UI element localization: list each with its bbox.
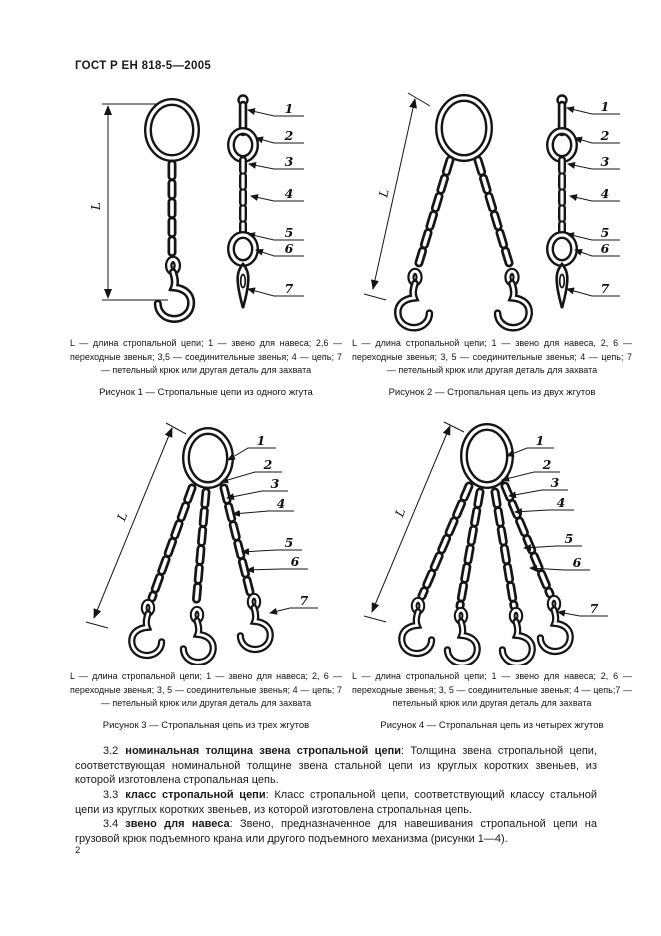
callout-number: 1 xyxy=(256,433,266,448)
callout-number: 3 xyxy=(600,154,610,169)
dimension-label: L xyxy=(114,510,131,523)
callout-number: 5 xyxy=(284,225,294,240)
definition-text: : Звено, предназначенное для навешивания стропальной цепи на грузовой крюк подъемного крана или другого подъемного механизма (рисунки 1—4). xyxy=(75,818,597,845)
clause-number: 3.3 xyxy=(103,788,119,801)
chain-leg xyxy=(224,488,250,592)
figure-2 xyxy=(352,84,632,398)
callout-number: 4 xyxy=(284,186,294,201)
dimension-line xyxy=(86,423,186,628)
callout-number: 1 xyxy=(535,433,545,448)
hook-icon xyxy=(132,602,162,655)
figure-2-drawing xyxy=(352,84,632,332)
callouts xyxy=(248,101,304,296)
term: звено для навеса xyxy=(125,818,230,831)
figure-4-drawing xyxy=(352,420,632,665)
figure-1-label: Рисунок 1 — Стропальные цепи из одного жгута xyxy=(99,386,313,398)
callout-number: 2 xyxy=(284,128,294,143)
callout-number: 3 xyxy=(550,475,560,490)
definition-3-2 xyxy=(75,744,597,788)
hook-icon xyxy=(158,259,191,318)
dimension-line xyxy=(89,104,168,300)
callout-number: 7 xyxy=(299,593,309,608)
figure-1 xyxy=(70,84,342,398)
hook-icon xyxy=(402,600,432,653)
three-leg-sling xyxy=(132,431,270,662)
callout-number: 4 xyxy=(276,496,286,511)
figure-2-label: Рисунок 2 — Стропальная цепь из двух жгутов xyxy=(388,386,596,398)
hook-icon xyxy=(540,598,570,651)
callout-number: 4 xyxy=(556,495,566,510)
callout-number: 2 xyxy=(600,128,610,143)
side-view-chain xyxy=(231,96,255,309)
page-number: 2 xyxy=(75,845,81,856)
callout-number: 6 xyxy=(600,241,610,256)
callout-number: 6 xyxy=(284,241,294,256)
figure-3-drawing xyxy=(70,420,342,665)
clause-number: 3.4 xyxy=(103,818,119,831)
figure-4-caption: L — длина стропальной цепи; 1 — звено для навеса; 2, 6 — переходные звенья; 3, 5 — соединительные звенья; 4 — цепь;7 — петельный крюк или другая деталь для захвата xyxy=(352,671,632,708)
document-title: ГОСТ Р ЕН 818-5—2005 xyxy=(75,60,212,72)
hook-icon xyxy=(240,596,270,649)
figure-3-caption: L — длина стропальной цепи; 1 — звено для навеса; 2, 6 — переходные звенья; 3, 5 — соединительные звенья; 4 — цепь; 7 — петельный крюк или другая деталь для захвата xyxy=(70,671,342,708)
callout-number: 2 xyxy=(542,457,552,472)
figure-3 xyxy=(70,420,342,731)
dimension-line xyxy=(364,93,430,300)
callout-number: 1 xyxy=(600,99,610,114)
callout-number: 6 xyxy=(572,555,582,570)
hook-icon xyxy=(398,271,430,327)
figure-4-label: Рисунок 4 — Стропальная цепь из четырех жгутов xyxy=(380,719,604,731)
dimension-label: L xyxy=(392,506,409,519)
definition-text: : Класс стропальной цепи, соответствующий классу стальной цепи из круглых коротких звеньев, из которой изготовлена стропальная цепь. xyxy=(75,788,597,816)
hook-icon xyxy=(447,610,477,663)
callout-number: 3 xyxy=(270,476,280,491)
definition-3-3 xyxy=(75,788,597,817)
figure-2-caption: L — длина стропальной цепи; 1 — звено для навеса, 2, 6 — переходные звенья; 3, 5 — соединительные звенья; 4 — цепь; 7 — петельный крюк или другая деталь для захвата xyxy=(352,338,632,375)
callout-number: 5 xyxy=(564,531,574,546)
callout-number: 4 xyxy=(600,186,610,201)
figure-1-caption: L — длина стропальной цепи; 1 — звено для навеса; 2,6 — переходные звенья; 3,5 — соединительные звенья; 4 — цепь; 7 — петельный крюк или другая деталь для захвата xyxy=(70,338,342,375)
clause-number: 3.2 xyxy=(103,745,119,757)
two-leg-sling xyxy=(398,98,529,328)
hook-icon xyxy=(502,610,532,663)
hook-icon xyxy=(183,609,213,662)
term: класс стропальной цепи xyxy=(125,788,266,801)
figure-3-label: Рисунок 3 — Стропальная цепь из трех жгутов xyxy=(102,719,310,731)
callout-number: 7 xyxy=(589,601,599,616)
callout-number: 5 xyxy=(600,225,610,240)
hook-icon xyxy=(498,271,530,327)
side-view-chain xyxy=(550,96,574,309)
definitions-section xyxy=(75,744,597,846)
callout-number: 2 xyxy=(263,457,273,472)
callout-number: 5 xyxy=(284,535,294,550)
callout-number: 7 xyxy=(284,281,294,296)
callout-number: 1 xyxy=(284,101,294,116)
callout-number: 6 xyxy=(290,554,300,569)
figure-4 xyxy=(352,420,632,731)
term: номинальная толщина звена стропальной цепи xyxy=(125,745,401,757)
callout-number: 7 xyxy=(600,281,610,296)
single-leg-sling xyxy=(148,102,196,319)
callout-number: 3 xyxy=(284,154,294,169)
figure-1-drawing xyxy=(70,84,342,332)
dimension-label: L xyxy=(89,202,103,210)
definition-3-4 xyxy=(75,817,597,846)
dimension-label: L xyxy=(376,187,392,199)
definition-text: : Толщина звена стропальной цепи, соответствующая номинальной толщине звена стальной цепи из круглых коротких звеньев, из которой изготовлена стропальная цепь. xyxy=(75,745,597,787)
callouts xyxy=(567,99,620,296)
